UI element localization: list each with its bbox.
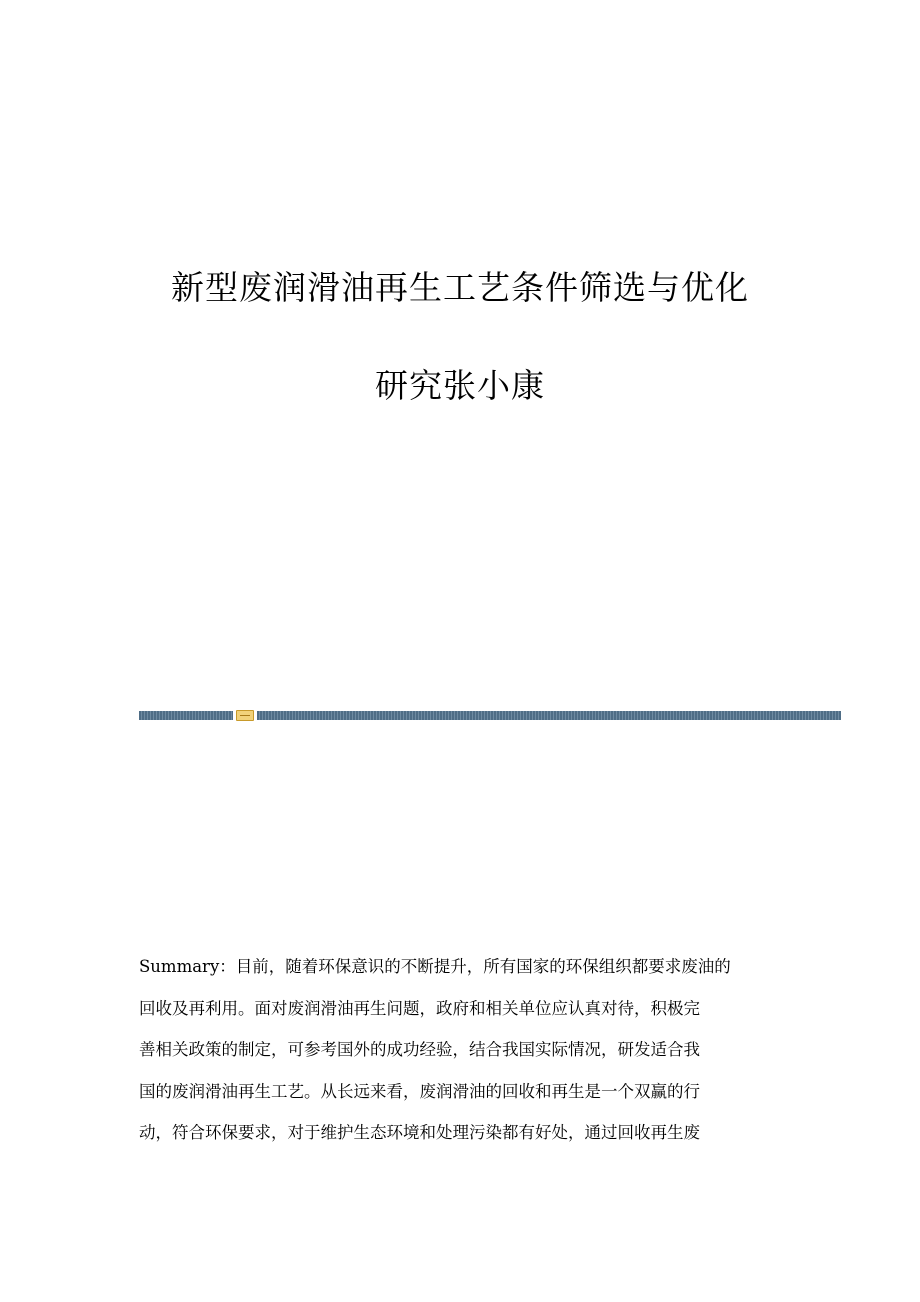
summary-line: 动，符合环保要求，对于维护生态环境和处理污染都有好处，通过回收再生废 bbox=[139, 1123, 700, 1142]
document-title-line-1: 新型废润滑油再生工艺条件筛选与优化 bbox=[171, 268, 749, 307]
summary-line: Summary：目前，随着环保意识的不断提升，所有国家的环保组织都要求废油的 bbox=[139, 957, 731, 976]
section-divider bbox=[139, 711, 841, 720]
document-title-line-2: 研究张小康 bbox=[375, 366, 545, 405]
divider-bar-right bbox=[257, 711, 841, 720]
summary-line: 回收及再利用。面对废润滑油再生问题，政府和相关单位应认真对待，积极完 bbox=[139, 998, 700, 1018]
summary-line: 国的废润滑油再生工艺。从长远来看，废润滑油的回收和再生是一个双赢的行 bbox=[139, 1081, 700, 1101]
summary-paragraph bbox=[139, 946, 779, 1154]
summary-line: 善相关政策的制定，可参考国外的成功经验，结合我国实际情况，研发适合我 bbox=[139, 1040, 700, 1059]
divider-bar-left bbox=[139, 711, 233, 720]
divider-ornament-icon bbox=[236, 710, 254, 721]
